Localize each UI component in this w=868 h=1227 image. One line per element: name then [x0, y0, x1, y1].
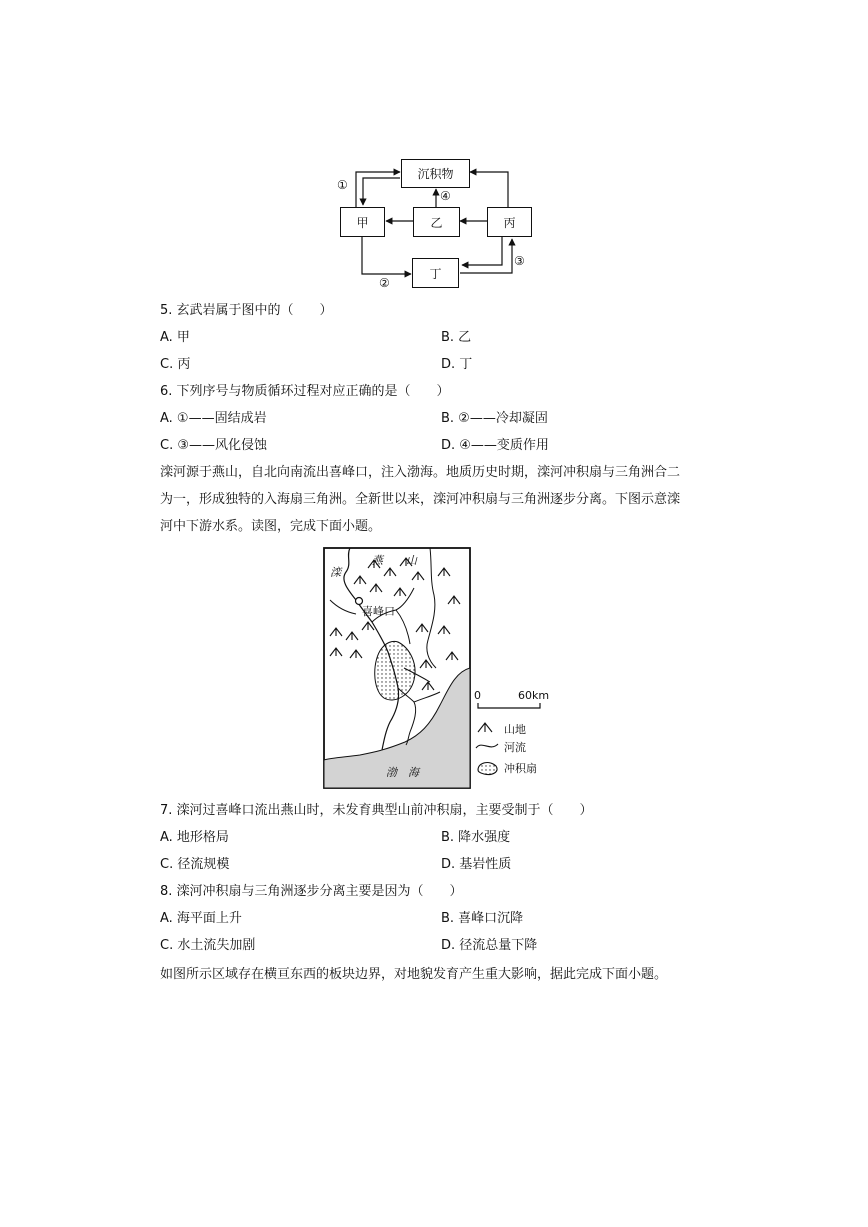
q5-option-c: C. 丙: [160, 357, 191, 372]
legend-fan-label: 冲积扇: [504, 762, 537, 775]
legend-river-label: 河流: [504, 741, 526, 754]
passage-line-1: 滦河源于燕山，自北向南流出喜峰口，注入渤海。地质历史时期，滦河冲积扇与三角洲合二: [160, 465, 681, 480]
passage-line-2: 为一，形成独特的入海扇三角洲。全新世以来，滦河冲积扇与三角洲逐步分离。下图示意滦: [160, 492, 681, 507]
arrow-label-1: ①: [337, 178, 348, 192]
node-jia: 甲: [340, 207, 385, 237]
q8-option-a: A. 海平面上升: [160, 911, 242, 926]
map-label-mountain-1: 燕: [372, 554, 383, 567]
legend-mountain-label: 山地: [504, 723, 526, 736]
q7-option-b: B. 降水强度: [441, 830, 511, 845]
q6-option-b: B. ②——冷却凝固: [441, 411, 548, 426]
q6-option-a: A. ①——固结成岩: [160, 411, 267, 426]
q7-option-c: C. 径流规模: [160, 857, 230, 872]
node-yi: 乙: [413, 207, 460, 237]
arrow-label-2: ②: [379, 276, 390, 290]
q8-option-d: D. 径流总量下降: [441, 938, 538, 953]
node-sediment: 沉积物: [401, 159, 470, 188]
map-label-mountain-2: 山: [406, 554, 417, 567]
q5-option-a: A. 甲: [160, 330, 190, 345]
q7-option-d: D. 基岩性质: [441, 857, 512, 872]
node-bing: 丙: [487, 207, 532, 237]
q6-option-d: D. ④——变质作用: [441, 438, 549, 453]
q6-option-c: C. ③——风化侵蚀: [160, 438, 267, 453]
map-label-pass: 喜峰口: [362, 605, 395, 618]
scale-end: 60km: [518, 689, 550, 702]
q8-option-c: C. 水土流失加剧: [160, 938, 256, 953]
final-passage-line: 如图所示区域存在横亘东西的板块边界，对地貌发育产生重大影响，据此完成下面小题。: [160, 967, 668, 982]
question-5-stem: 5. 玄武岩属于图中的（ ）: [160, 303, 333, 318]
map-label-sea: 渤 海: [386, 766, 419, 779]
arrow-label-4: ④: [440, 189, 451, 203]
map-label-river: 滦: [330, 566, 341, 579]
question-6-stem: 6. 下列序号与物质循环过程对应正确的是（ ）: [160, 384, 450, 399]
q5-option-d: D. 丁: [441, 357, 473, 372]
legend-symbols: [476, 723, 498, 775]
scale-bar: [478, 703, 540, 708]
q7-option-a: A. 地形格局: [160, 830, 229, 845]
q8-option-b: B. 喜峰口沉降: [441, 911, 524, 926]
scale-start: 0: [474, 689, 481, 702]
question-8-stem: 8. 滦河冲积扇与三角洲逐步分离主要是因为（ ）: [160, 884, 463, 899]
arrow-label-3: ③: [514, 254, 525, 268]
q5-option-b: B. 乙: [441, 330, 472, 345]
node-ding: 丁: [412, 258, 459, 288]
passage-line-3: 河中下游水系。读图，完成下面小题。: [160, 519, 382, 534]
question-7-stem: 7. 滦河过喜峰口流出燕山时，未发育典型山前冲积扇，主要受制于（ ）: [160, 803, 593, 818]
